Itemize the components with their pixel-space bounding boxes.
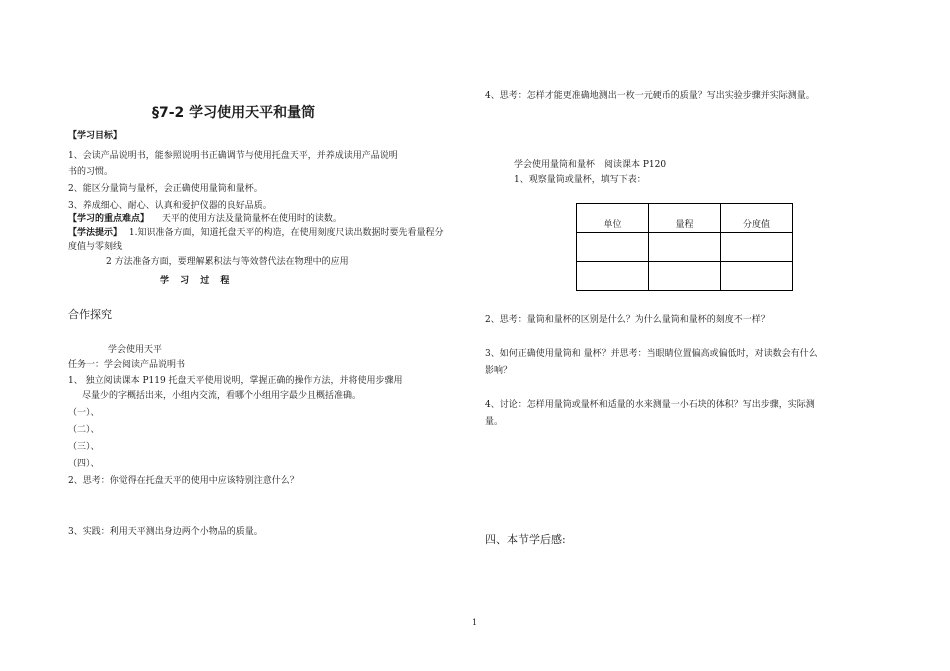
table-cell[interactable] [577, 233, 649, 262]
right-question-4-line-1: 4、讨论：怎样用量筒或量杯和适量的水来测量一小石块的体积？写出步骤，实际测 [485, 400, 815, 410]
page-number: 1 [472, 618, 478, 627]
right-question-4: 4、思考：怎样才能更准确地测出一枚一元硬币的质量？写出实验步骤并实际测量。 [485, 91, 815, 101]
question-1-line-1: 1、 独立阅读课本 P119 托盘天平使用说明，掌握正确的操作方法，并将使用步骤用 [68, 376, 403, 386]
table-cell[interactable] [649, 262, 721, 291]
table-header-range: 量程 [675, 220, 694, 230]
process-heading: 学 习 过 程 [160, 276, 230, 286]
table-header-unit: 单位 [603, 220, 622, 230]
table-row [577, 233, 793, 262]
tips-line-3: 2 方法准备方面，要理解累积法与等效替代法在物理中的应用 [106, 257, 349, 267]
step-item-2: （二）、 [68, 425, 100, 435]
table-header-cell [721, 204, 793, 233]
keypoints [68, 214, 342, 225]
step-item-1: （一）、 [68, 408, 100, 418]
right-question-3-line-2: 影响？ [485, 366, 513, 376]
keypoints-heading: 【学习的重点难点】 [68, 214, 150, 224]
keypoints-text: 天平的使用方法及量筒量杯在使用时的读数。 [161, 214, 342, 224]
table-cell[interactable] [721, 262, 793, 291]
cylinder-heading: 学会使用量筒和量杯 阅读课本 P120 [514, 160, 667, 170]
question-1-line-2: 尽量少的字概括出来，小组内交流，看哪个小组用字最少且概括准确。 [82, 391, 362, 401]
right-question-4-line-2: 量。 [485, 417, 504, 427]
table-cell[interactable] [577, 262, 649, 291]
table-row [577, 204, 793, 233]
objective-3: 3、养成细心、耐心、认真和爱护仪器的良好品质。 [68, 201, 272, 211]
observe-instruction: 1、观察量筒或量杯，填写下表： [514, 175, 646, 185]
tips [68, 228, 443, 239]
tips-line-1: 1.知识准备方面，知道托盘天平的构造，在使用刻度尺读出数据时要先看量程分 [128, 228, 444, 238]
table-header-cell [649, 204, 721, 233]
objective-1-line-2: 书的习惯。 [68, 167, 114, 177]
table-cell[interactable] [721, 233, 793, 262]
objectives-heading: 【学习目标】 [68, 131, 123, 141]
question-2: 2、思考：你觉得在托盘天平的使用中应该特别注意什么？ [68, 476, 299, 486]
step-item-4: （四）、 [68, 459, 100, 469]
measurement-table [576, 203, 793, 291]
tips-heading: 【学法提示】 [68, 228, 123, 238]
cooperation-heading: 合作探究 [68, 308, 112, 321]
reflection-heading: 四、本节学后感: [485, 533, 566, 546]
balance-heading: 学会使用天平 [108, 345, 163, 355]
table-cell[interactable] [649, 233, 721, 262]
objective-2: 2、能区分量筒与量杯，会正确使用量筒和量杯。 [68, 184, 263, 194]
table-header-cell [577, 204, 649, 233]
step-item-3: （三）、 [68, 442, 100, 452]
table-row [577, 262, 793, 291]
page-title: §7-2 学习使用天平和量筒 [152, 105, 316, 121]
tips-line-2: 度值与零刻线 [68, 242, 123, 252]
right-question-3-line-1: 3、如何正确使用量筒和 量杯？并思考：当眼睛位置偏高或偏低时，对读数会有什么 [485, 349, 818, 359]
question-3: 3、实践：利用天平测出身边两个小物品的质量。 [68, 527, 263, 537]
table-header-division: 分度值 [742, 220, 770, 230]
task-1: 任务一：学会阅读产品说明书 [68, 360, 186, 370]
objective-1-line-1: 1、会读产品说明书，能参照说明书正确调节与使用托盘天平，并养成读用产品说明 [68, 151, 398, 161]
right-question-2: 2、思考：量筒和量杯的区别是什么？为什么量筒和量杯的刻度不一样？ [485, 315, 770, 325]
